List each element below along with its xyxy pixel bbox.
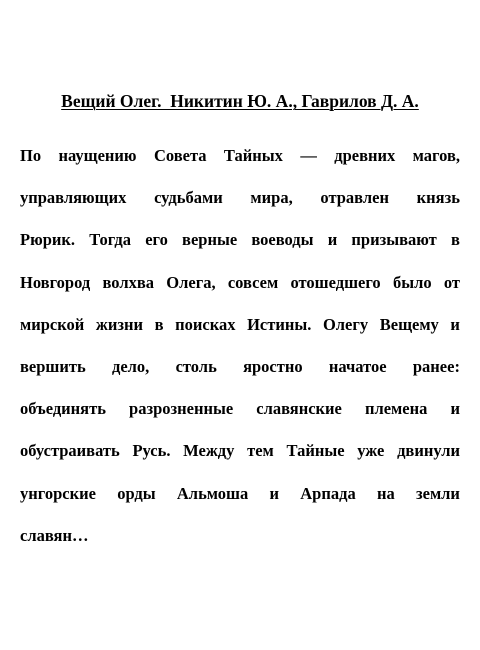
word: призывают <box>351 230 437 250</box>
word: древних <box>334 146 396 165</box>
word: было <box>392 272 432 292</box>
word: орды <box>117 483 156 503</box>
text-line <box>20 441 460 483</box>
word: и <box>450 399 460 419</box>
word: Русь. <box>132 441 171 461</box>
word: яростно <box>243 356 303 376</box>
word: славян… <box>20 525 89 545</box>
word: от <box>443 272 460 292</box>
word: разрозненные <box>129 399 234 419</box>
word: Между <box>183 441 235 461</box>
word: — <box>300 146 317 165</box>
text-line <box>20 315 460 357</box>
word: мирской <box>20 314 85 334</box>
word: в <box>154 314 164 334</box>
title-text: Вещий Олег. Никитин Ю. А., Гаврилов Д. А. <box>61 91 419 111</box>
word: Тайные <box>286 441 345 461</box>
text-line <box>20 273 460 315</box>
word: судьбами <box>154 188 223 208</box>
word: По <box>20 146 42 165</box>
word: отошедшего <box>290 272 381 292</box>
word: князь <box>416 188 460 208</box>
text-line <box>20 188 460 230</box>
word: унгорские <box>20 483 96 503</box>
word: Олегу <box>322 314 369 334</box>
word: и <box>450 314 460 334</box>
word: волхва <box>102 272 154 292</box>
word: дело, <box>111 356 150 376</box>
word: земли <box>415 483 460 503</box>
word: отравлен <box>320 188 389 208</box>
word: магов, <box>412 146 460 165</box>
word: обустраивать <box>20 441 120 461</box>
text-line <box>20 230 460 272</box>
word: и <box>269 483 280 503</box>
word: наущению <box>58 146 137 165</box>
word: двинули <box>397 441 460 461</box>
word: тем <box>247 441 274 461</box>
word: в <box>450 230 460 250</box>
word: жизни <box>95 314 144 334</box>
word: верные <box>182 230 238 250</box>
word: Истины. <box>247 314 312 334</box>
word: Вещему <box>379 314 439 334</box>
word: славянские <box>256 399 342 419</box>
word: начатое <box>328 356 387 376</box>
text-line <box>20 526 460 568</box>
body-text <box>20 146 460 568</box>
word: столь <box>175 356 217 376</box>
text-line <box>20 399 460 441</box>
word: Совета <box>153 146 207 165</box>
word: его <box>145 230 168 250</box>
word: и <box>327 230 338 250</box>
word: Тогда <box>89 230 131 250</box>
word: поисках <box>175 314 236 334</box>
word: совсем <box>227 272 279 292</box>
word: вершить <box>20 356 86 376</box>
word: уже <box>357 441 385 461</box>
word: на <box>376 483 395 503</box>
word: Тайных <box>223 146 283 165</box>
word: Олега, <box>166 272 216 292</box>
document-title <box>0 89 480 113</box>
text-line <box>20 484 460 526</box>
text-line <box>20 146 460 188</box>
word: мира, <box>250 188 293 208</box>
word: управляющих <box>20 188 127 208</box>
word: объединять <box>20 399 106 419</box>
word: ранее: <box>412 356 460 376</box>
word: воеводы <box>251 230 314 250</box>
word: Альмоша <box>176 483 249 503</box>
word: Рюрик. <box>20 230 76 250</box>
text-line <box>20 357 460 399</box>
word: племена <box>364 399 428 419</box>
word: Арпада <box>300 483 356 503</box>
word: Новгород <box>20 272 91 292</box>
